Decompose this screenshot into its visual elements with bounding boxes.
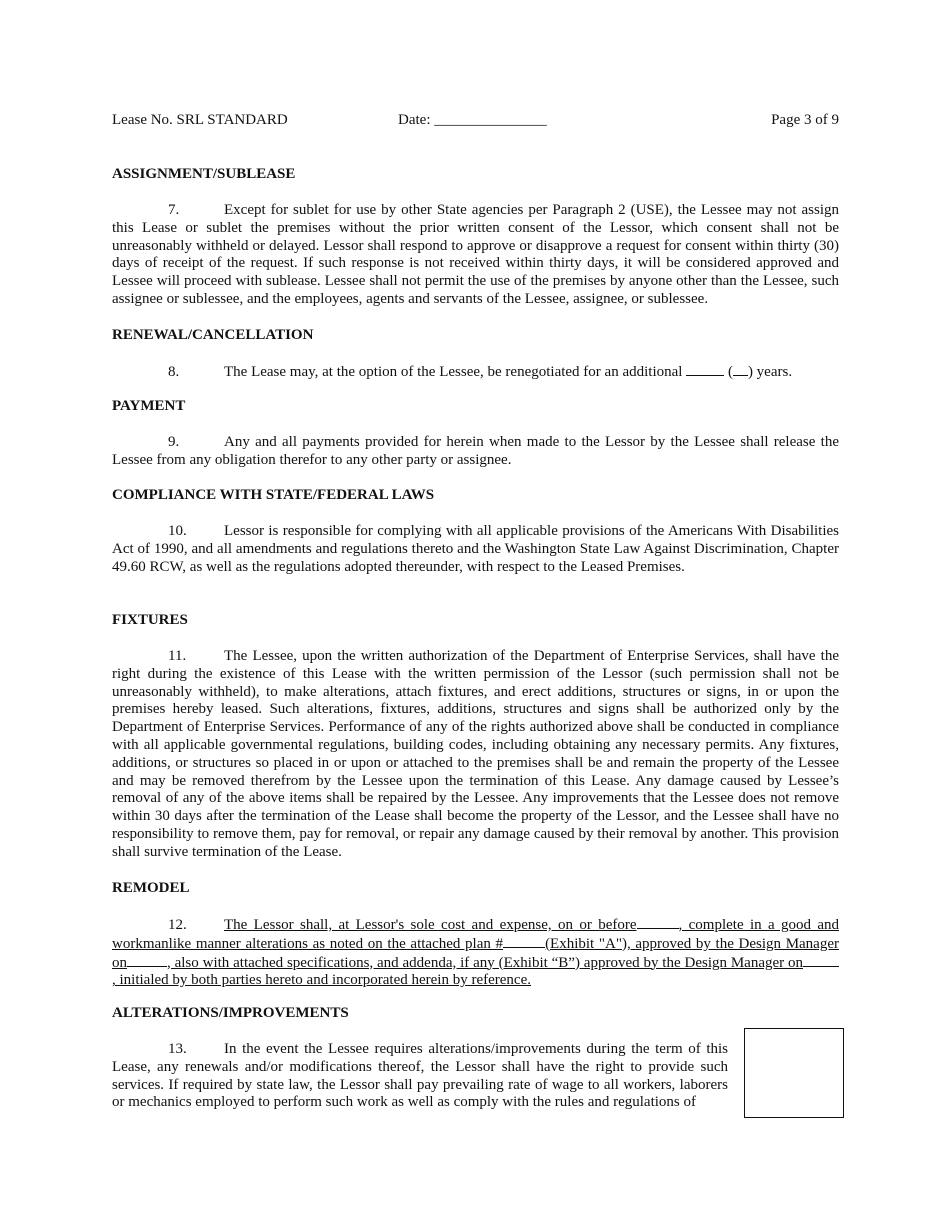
paragraph-text: ) years. (747, 364, 793, 380)
paragraph-text: The Lease may, at the option of the Lessee, be renegotiated for an additional (224, 364, 683, 380)
section-heading-remodel: REMODEL (112, 880, 190, 896)
paragraph-text: The Lessor shall, at Lessor's sole cost and expense, on or before (224, 917, 637, 933)
paragraph-13 (112, 1041, 728, 1112)
paragraph-text: Lessor is responsible for complying with all applicable provisions of the Americans With Disabilities Act of 1990, and all amendments and regulations thereto and the Washington State Law Against Discrimination, Chapter 49.60 RCW, as well as the regulations adopted thereunder, with respect to the Leased Premises. (112, 523, 839, 575)
paragraph-12 (112, 916, 839, 990)
approval-date-blank (127, 954, 167, 967)
years-blank (686, 363, 724, 376)
paragraph-number: 9. (168, 434, 180, 450)
years-number-blank (733, 363, 748, 376)
paragraph-text: The Lessee, upon the written authorization of the Department of Enterprise Services, shall have the right during the existence of this Lease with the written permission of the Lessor (such permission shall not be unreasonably withheld), to make alterations, attach fixtures, and erect additions, structures or signs, in or upon the premises hereby leased. Such alterations, fixtures, additions, structures and signs shall be authorized only by the Department of Enterprise Services. Performance of any of the rights authorized above shall be conducted in compliance with all applicable governmental regulations, building codes, including obtaining any necessary permits. Any fixtures, additions, or structures so placed in or upon or attached to the premises shall be and remain the property of the Lessee and may be removed therefrom by the Lessee upon the termination of this Lease. Any damage caused by Lessee’s removal of any of the above items shall be repaired by the Lessee. Any improvements that the Lessee does not remove within 30 days after the termination of the Lease shall become the property of the Lessor, and the Lessee shall have no responsibility to remove them, pay for removal, or repair any damage caused by their removal by another. This provision shall survive termination of the Lease. (112, 648, 839, 860)
paragraph-number: 7. (168, 202, 180, 218)
date-field: Date: _______________ (398, 112, 547, 128)
paragraph-text: Any and all payments provided for herein when made to the Lessor by the Lessee shall release the Lessee from any obligation therefor to any other party or assignee. (112, 434, 839, 468)
paragraph-number: 10. (168, 523, 187, 539)
plan-number-blank (503, 935, 545, 948)
paragraph-text: In the event the Lessee requires alterations/improvements during the term of this Lease, any renewals and/or modifications thereof, the Lessor shall have the right to provide such services. If required by state law, the Lessor shall pay prevailing rate of wage to all workers, laborers or mechanics employed to perform such work as well as comply with the rules and regulations of (112, 1041, 728, 1111)
approval-date-blank-2 (803, 954, 839, 967)
page-header (112, 112, 839, 132)
paragraph-text: ( (727, 364, 733, 380)
paragraph-9 (112, 434, 839, 470)
paragraph-number: 12. (168, 917, 187, 933)
paragraph-text: Except for sublet for use by other State agencies per Paragraph 2 (USE), the Lessee may not assign this Lease or sublet the premises without the prior written consent of the Lessor, which consent shall not be unreasonably withheld or delayed. Lessor shall respond to approve or disapprove a request for consent within thirty (30) days of receipt of the request. If such response is not received within thirty days, it will be considered approved and Lessee will proceed with sublease. Lessee shall not permit the use of the premises by anyone other than the Lessee, such assignee or sublessee, and the employees, agents and servants of the Lessee, assignee, or sublessee. (112, 202, 839, 307)
section-heading-renewal: RENEWAL/CANCELLATION (112, 327, 314, 343)
paragraph-text: , initialed by both parties hereto and incorporated herein by reference. (112, 972, 531, 989)
paragraph-text: , also with attached specifications, and addenda, if any (Exhibit “B”) approved by the Design Manager on (167, 954, 803, 971)
lease-number: Lease No. SRL STANDARD (112, 112, 288, 128)
paragraph-number: 11. (168, 648, 187, 664)
section-heading-compliance: COMPLIANCE WITH STATE/FEDERAL LAWS (112, 487, 435, 503)
section-heading-payment: PAYMENT (112, 398, 186, 414)
paragraph-8 (112, 363, 839, 382)
page-number: Page 3 of 9 (771, 112, 839, 128)
paragraph-text: (Exhibit "A"), approved by the Design Manager on (112, 935, 839, 971)
paragraph-7 (112, 202, 839, 309)
paragraph-number: 13. (168, 1041, 187, 1057)
paragraph-10 (112, 523, 839, 576)
section-heading-assignment: ASSIGNMENT/SUBLEASE (112, 166, 296, 182)
paragraph-text: , complete in a good and workmanlike manner alterations as noted on the attached plan # (112, 917, 840, 952)
date-blank (637, 916, 679, 929)
section-heading-alterations: ALTERATIONS/IMPROVEMENTS (112, 1005, 349, 1021)
initials-box (744, 1028, 844, 1118)
paragraph-number: 8. (168, 364, 180, 380)
section-heading-fixtures: FIXTURES (112, 612, 188, 628)
paragraph-11 (112, 648, 839, 862)
